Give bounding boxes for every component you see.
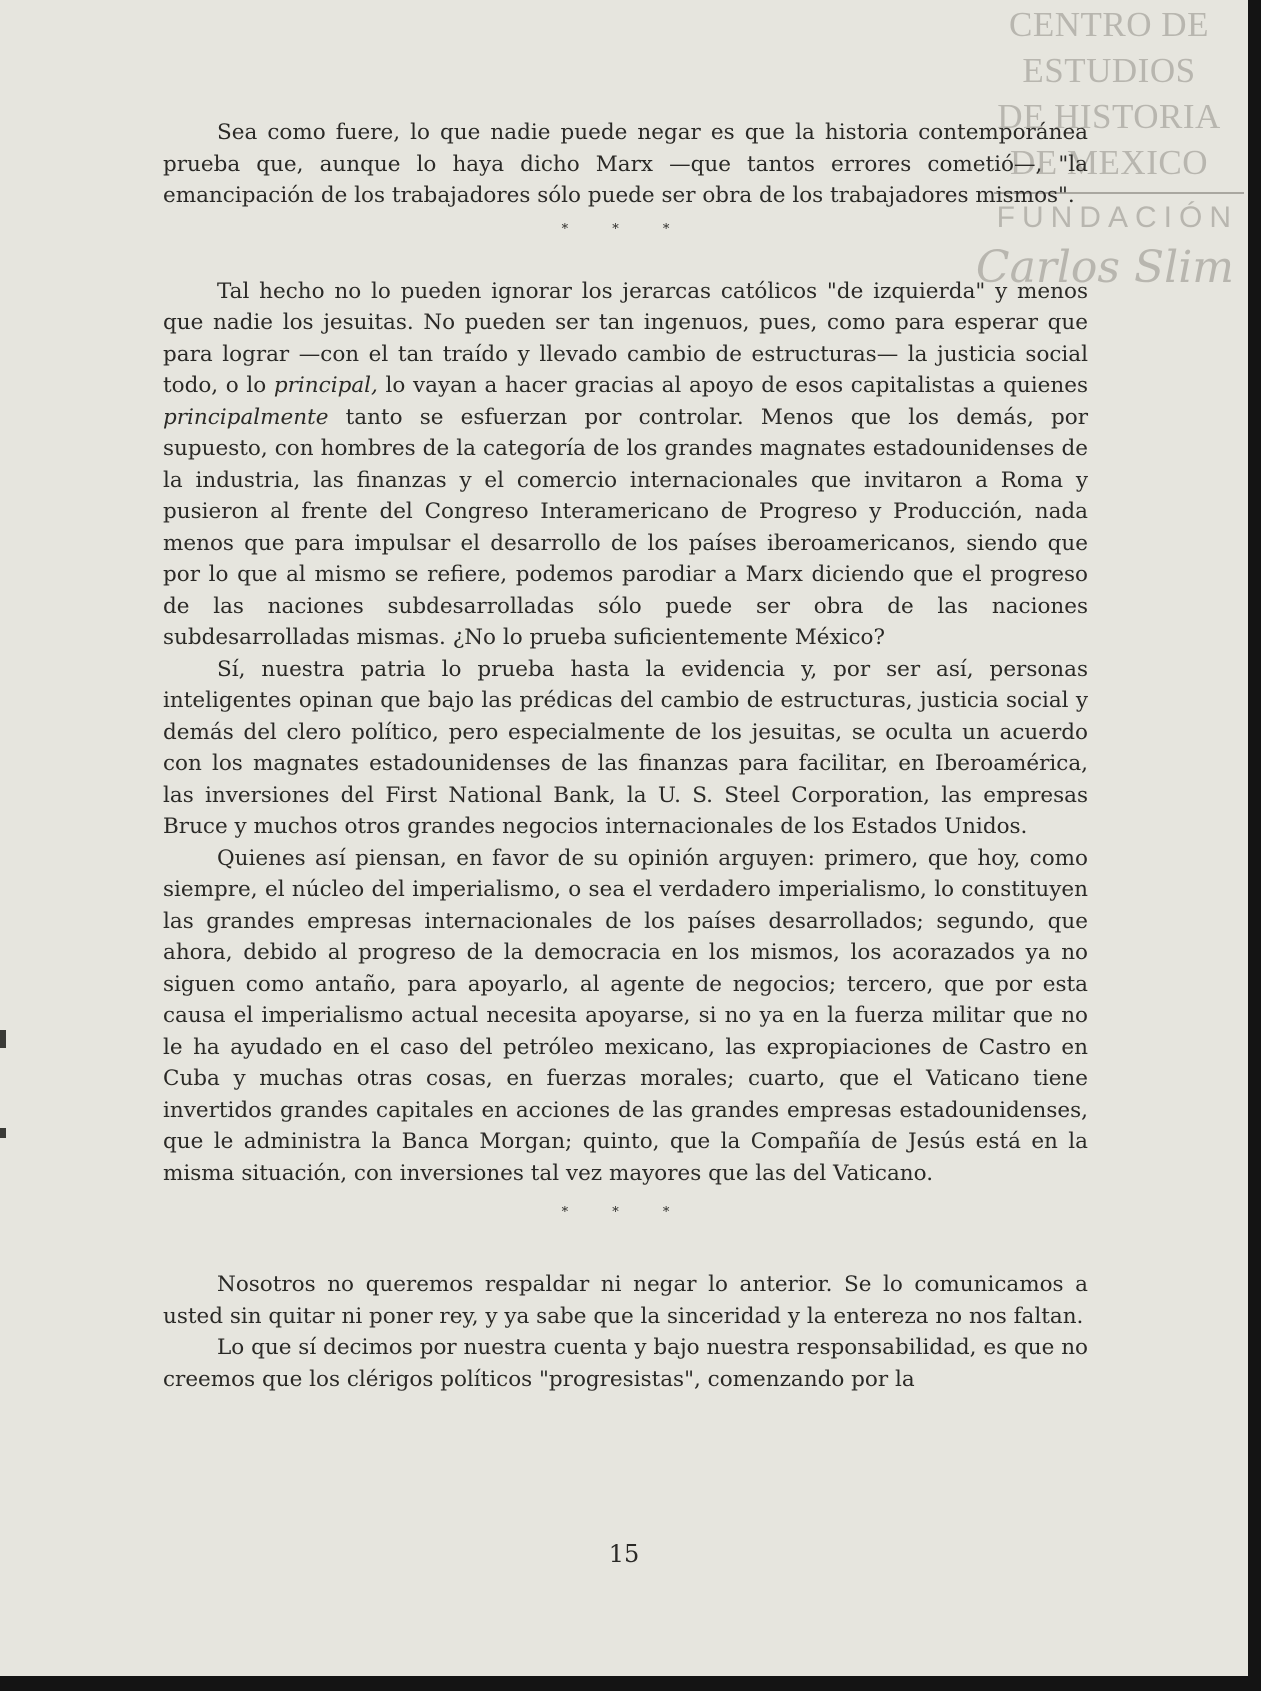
watermark-line: DE HISTORIA bbox=[997, 97, 1221, 136]
paragraph: Lo que sí decimos por nuestra cuenta y bajo nuestra responsabilidad, es que no creemos que los clérigos políticos "progresistas", comenzando por la bbox=[163, 1335, 1088, 1392]
paragraph: Sea como fuere, lo que nadie puede negar es que la historia contemporánea prueba que, aunque lo haya dicho Marx —que tantos errores cometió—, "la emancipación de los trabajadores sólo puede ser obra de los trabajadores mismos". bbox=[163, 120, 1088, 208]
paragraph: Sí, nuestra patria lo prueba hasta la evidencia y, por ser así, personas inteligentes opinan que bajo las prédicas del cambio de estructuras, justicia social y demás del clero político, pero especialmente de los jesuitas, se oculta un acuerdo con los magnates estadounidenses de las finanzas para facilitar, en Iberoamérica, las inversiones del First National Bank, la U. S. Steel Corporation, las empresas Bruce y muchos otros grandes negocios internacionales de los Estados Unidos. bbox=[163, 656, 1088, 839]
paragraph-text: tanto se esfuerzan por controlar. Menos que los demás, por supuesto, con hombres de la categoría de los grandes magnates estadounidenses de la industria, las finanzas y el comercio internacionales que invitaron a Roma y pusieron al frente del Congreso Interamericano de Progreso y Producción, nada menos que para impulsar el desarrollo de los países iberoamericanos, siendo que por lo que al mismo se refiere, podemos parodiar a Marx diciendo que el progreso de las naciones subdesarrolladas sólo puede ser obra de las naciones subdesarrolladas mismas. ¿No lo prueba suficientemente México? bbox=[163, 404, 1088, 650]
watermark-line: CENTRO DE bbox=[1009, 5, 1209, 44]
watermark-foundation: FUNDACIÓN bbox=[996, 201, 1238, 234]
paragraph bbox=[163, 276, 1088, 654]
body-text bbox=[163, 117, 1088, 1395]
paragraph-text: Tal hecho no lo pueden ignorar los jerarcas católicos "de izquierda" y menos que nadie los jesuitas. No pueden ser tan ingenuos, pues, como para esperar que para lograr —con el tan traído y llevado cambio de estructuras— la justicia social todo, o lo bbox=[163, 278, 1088, 398]
emphasis: principal, bbox=[273, 373, 378, 398]
watermark-line: DE MEXICO bbox=[1010, 143, 1208, 182]
section-separator: * * * bbox=[561, 1205, 690, 1220]
scan-artifact bbox=[0, 1030, 6, 1048]
section-separator: * * * bbox=[561, 221, 690, 237]
scan-artifact bbox=[0, 1128, 6, 1138]
watermark-line: ESTUDIOS bbox=[1022, 51, 1196, 90]
emphasis: principalmente bbox=[163, 404, 329, 430]
paragraph: Nosotros no queremos respaldar ni negar lo anterior. Se lo comunicamos a usted sin quitar ni poner rey, y ya sabe que la sinceridad y la entereza no nos faltan. bbox=[163, 1272, 1088, 1329]
watermark-signature: Carlos Slim bbox=[975, 242, 1234, 293]
paragraph: Quienes así piensan, en favor de su opinión arguyen: primero, que hoy, como siempre, el núcleo del imperialismo, o sea el verdadero imperialismo, lo constituyen las grandes empresas internacionales de los países desarrollados; segundo, que ahora, debido al progreso de la democracia en los mismos, los acorazados ya no siguen como antaño, para apoyarlo, al agente de negocios; tercero, que por esta causa el imperialismo actual necesita apoyarse, si no ya en la fuerza militar que no le ha ayudado en el caso del petróleo mexicano, las expropiaciones de Castro en Cuba y muchas otras cosas, en fuerzas morales; cuarto, que el Vaticano tiene invertidos grandes capitales en acciones de las grandes empresas estadounidenses, que le administra la Banca Morgan; quinto, que la Compañía de Jesús está en la misma situación, con inversiones tal vez mayores que las del Vaticano. bbox=[163, 845, 1088, 1186]
paragraph-text: lo vayan a hacer gracias al apoyo de esos capitalistas a quienes bbox=[377, 373, 1088, 398]
page-number: 15 bbox=[608, 1540, 640, 1568]
